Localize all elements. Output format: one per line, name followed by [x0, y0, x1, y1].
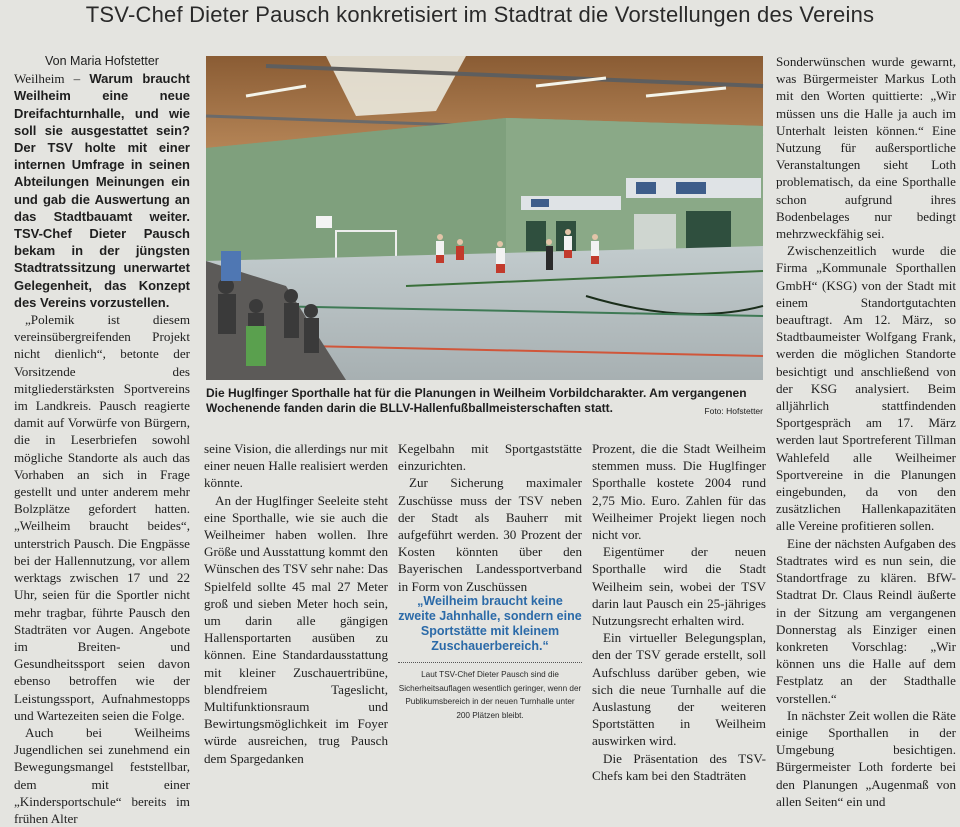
byline: Von Maria Hofstetter: [45, 54, 159, 68]
caption-text: Die Huglfinger Sporthalle hat für die Planungen in Weilheim Vorbildcharakter. Am vergangenen Wochenende fanden darin die BLLV-Hallenfußballmeisterschaften statt.: [206, 386, 747, 415]
paragraph: Die Präsentation des TSV-Chefs kam bei den Stadträten: [592, 750, 766, 783]
paragraph: An der Huglfinger Seeleite steht eine Sporthalle, wie sie auch die Weilheimer haben wollen. Ihre Größe und Ausstattung kommt den Wünschen des TSV sehr nahe: Das Spielfeld sollte 45 mal 27 Meter groß und sieben Meter hoch sein, um darin alle gängigen Hallensportarten ausüben zu können. Eine Standardausstattung mit kleiner Zuschauertribüne, blendfreiem Tageslicht, Multifunktionsraum und Bewirtungsmöglichkeit im Foyer würde ausreichen, trug Pausch dem Spargedanken: [204, 492, 388, 766]
lead-text: Warum braucht Weilheim eine neue Dreifachturnhalle, und wie soll sie ausgestattet sein? Der TSV holte mit einer internen Umfrage in seinen Abteilungen Meinungen ein und gab die Auswertung an das Stadtbauamt weiter. TSV-Chef Dieter Pausch bekam in der jüngsten Stadtratssitzung unerwartet Gelegenheit, das Konzept des Vereins vorzustellen.: [14, 71, 190, 310]
paragraph: seine Vision, die allerdings nur mit einer neuen Halle realisiert werden könnte.: [204, 441, 388, 491]
headline: TSV-Chef Dieter Pausch konkretisiert im Stadtrat die Vorstellungen des Vereins: [85, 2, 875, 27]
paragraph: Zur Sicherung maximaler Zuschüsse muss der TSV neben der Stadt als Bauherr mit aufgeführt werden. 30 Prozent der Kosten könnten über den Bayerischen Landessportverband in Form von Zuschüssen: [398, 475, 582, 594]
divider: [398, 662, 582, 663]
paragraph: Auch bei Weilheims Jugendlichen sei zunehmend ein Bewegungsmangel feststellbar, dem mit einer „Kindersportschule“ bereits im frühen Alter: [14, 724, 190, 826]
article-column-1: [14, 53, 190, 826]
paragraph: „Polemik ist diesem vereinsübergreifenden Projekt nicht dienlich“, betonte der Vorsitzende des mitgliederstärksten Sportvereins im Landkreis. Pausch reagierte damit auf Vorwürfe von Bürgern, die in Leserbriefen sowohl mögliche Standorte als auch das Vorhaben an sich in Frage gestellt und unter anderem mehr Bolzplätze gefordert hatten. „Weilheim braucht beides“, unterstrich Pausch. Die Engpässe bei der Hallennutzung, vor allem werktags zwischen 17 und 22 Uhr, seien für die Sportler nicht mehr tragbar, führte Pausch den Stadträten vor Augen. Angebote im Breiten- und Gesundheitssport seien davon ebenso betroffen wie der Leistungssport, Aufnahmestopps und Wartezeiten seien die Folge.: [14, 312, 190, 723]
paragraph: In nächster Zeit wollen die Räte einige Sporthallen in der Umgebung besichtigen. Bürgermeister Loth forderte bei den Planungen „Augenmaß von allen Seiten“ ein und: [776, 707, 956, 809]
photo-credit: Foto: Hofstetter: [704, 406, 763, 416]
article-column-5: [776, 53, 956, 809]
dateline: Weilheim –: [14, 71, 81, 87]
paragraph: Eigentümer der neuen Sporthalle wird die Stadt Weilheim sein, wobei der TSV darin laut Pausch ein 25-jähriges Nutzungsrecht erhalten wird.: [592, 544, 766, 629]
sports-hall-illustration: [206, 56, 763, 380]
sports-hall-photo: [206, 56, 763, 380]
paragraph: Sonderwünschen wurde gewarnt, was Bürgermeister Markus Loth mit den Worten quittierte: „Wir müssen uns die Halle ja auch im Unterhalt leisten können.“ Eine Nutzung für außersportliche Veranstaltungen sieht Loth problematisch, da eine Sporthalle schon aufgrund ihres Bodenbelages nur bedingt mehrzweckfähig sei.: [776, 54, 956, 242]
pull-quote-note: Laut TSV-Chef Dieter Pausch sind die Sicherheitsauflagen wesentlich geringer, wenn der Publikumsbereich in der neuen Turnhalle unter 200 Plätzen bleibt.: [398, 670, 582, 720]
paragraph: Prozent, die die Stadt Weilheim stemmen muss. Die Huglfinger Sporthalle kostete 2004 rund 2,75 Mio. Euro. Zahlen für das Weilheimer Projekt liegen noch nicht vor.: [592, 441, 766, 543]
photo-caption: [206, 386, 763, 419]
paragraph: Ein virtueller Belegungsplan, den der TSV gerade erstellt, soll Aufschluss darüber geben, wie sich die neue Turnhalle auf die Auslastung der weiteren Sportstätten in Weilheim auswirken wird.: [592, 630, 766, 749]
pull-quote: „Weilheim braucht keine zweite Jahnhalle, sondern eine Sportstätte mit kleinem Zuschauerbereich.“: [398, 594, 582, 653]
article-column-2: [204, 440, 388, 766]
lead-paragraph: [14, 70, 190, 311]
paragraph: Kegelbahn mit Sportgaststätte einzurichten.: [398, 441, 582, 474]
paragraph: Zwischenzeitlich wurde die Firma „Kommunale Sporthallen GmbH“ (KSG) von der Stadt mit einem Standortgutachten beauftragt. Am 12. März, so Stadtbaumeister Wolfgang Frank, werden die möglichen Standorte besichtigt und anschließend von der KSG analysiert. Beim alljährlich stattfindenden Sportgespräch am 17. März werden laut Sportreferent Tillman Wahlefeld alle Weilheimer Sportvereine in die Planungen eingebunden, da von den zusätzlichen Hallenkapazitäten alle Vereine profitieren sollen.: [776, 243, 956, 534]
paragraph: Eine der nächsten Aufgaben des Stadtrates wird es nun sein, die Standortfrage zu klären. BfW-Stadtrat Dr. Claus Reindl äußerte in der Sitzung am vergangenen Donnerstag als Einziger einen konkreten Vorschlag: „Wir können uns die Halle auf dem Festplatz an der Stadthalle vorstellen.“: [776, 535, 956, 706]
article-column-4: [592, 440, 766, 783]
